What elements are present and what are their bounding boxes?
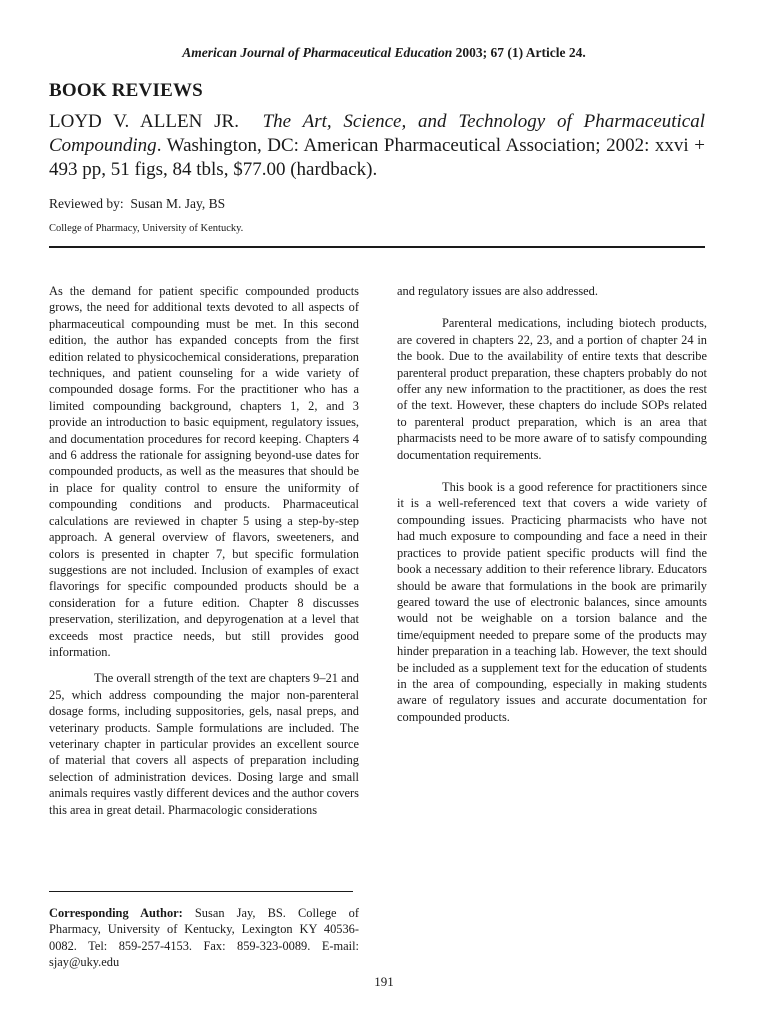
journal-header (0, 45, 768, 61)
book-publication: . Washington, DC: American Pharmaceutical Association; 2002: xxvi + 493 pp, 51 figs, 84 tbls, $77.00 (hardback). (49, 135, 705, 180)
reviewer-label: Reviewed by: (49, 196, 124, 211)
corresponding-label: Corresponding Author: (49, 906, 183, 920)
paragraph: This book is a good reference for practitioners since it is a well-referenced text that covers a wide variety of compounding issues. Practicing pharmacists who have not had much exposure to compounding and face a need in their practices to provide patient specific products will find the book a necessary addition to their reference library. Educators should be aware that formulations in the book are primarily geared toward the use of electronic balances, since amounts would not be weighable on a torsion balance and the time/equipment needed to prepare some of the products may hinder preparation in a teaching lab. However, the text should be included as a supplement text for the education of students in the area of compounding, especially in making students aware of regulatory issues and accurate documentation for compounded products. (397, 480, 707, 724)
footnote-divider (49, 891, 353, 892)
paragraph: The overall strength of the text are chapters 9–21 and 25, which address compounding the major non-parenteral dosage forms, including suppositories, gels, nasal preps, and veterinary products. Sample formulations are included. The veterinary chapter in particular provides an excellent source of material that covers all aspects of preparation including selection of administration devices. Dosing large and small animals requires vastly different devices and the author covers this area in great detail. Pharmacologic considerations (49, 671, 359, 817)
section-title: BOOK REVIEWS (49, 80, 203, 101)
book-author: LOYD V. ALLEN JR. (49, 111, 239, 132)
book-title: The Art, Science, and Technology of Pharmaceutical Compounding (49, 111, 706, 156)
left-column (49, 283, 359, 818)
reviewer-name: Susan M. Jay, BS (130, 196, 226, 211)
right-column (397, 283, 707, 725)
book-citation (49, 110, 705, 182)
paragraph: and regulatory issues are also addressed. (397, 284, 598, 298)
journal-details: 2003; 67 (1) Article 24. (455, 45, 586, 60)
corresponding-text: Susan Jay, BS. College of Pharmacy, University of Kentucky, Lexington KY 40536-0082. Tel: 859-257-4153. Fax: 859-323-0089. E-mail: sjay@uky.edu (49, 906, 360, 970)
corresponding-author (49, 905, 359, 971)
reviewer-affiliation: College of Pharmacy, University of Kentucky. (49, 223, 244, 234)
journal-name: American Journal of Pharmaceutical Education (182, 45, 453, 60)
paragraph: As the demand for patient specific compounded products grows, the need for additional texts devoted to all aspects of pharmaceutical compounding must be met. In this second edition, the author has expanded concepts from the first edition related to physicochemical considerations, preparation techniques, and patient counseling for a wide variety of compounded dosage forms. For the practitioner who has a limited compounding background, chapters 1, 2, and 3 provide an introduction to basic equipment, regulatory issues, and documentation procedures for record keeping. Chapters 4 and 6 address the rationale for assigning beyond-use dates for compounded products, as well as the measures that should be in place for quality control to ensure the uniformity of compounding conditions and products. Pharmaceutical calculations are reviewed in chapter 5 using a step-by-step approach. A general overview of flavors, sweeteners, and colors is presented in chapter 7, but specific formulation suggestions are not included. Inclusion of examples of exact flavorings for specific compounded products should be a consideration for a future edition. Chapter 8 discusses preservation, sterilization, and depyrogenation at a level that exceeds most practice needs, but still provides good information. (49, 284, 359, 659)
page-number: 191 (374, 974, 394, 989)
header-divider (49, 246, 705, 248)
reviewer-line (49, 196, 225, 212)
paragraph: Parenteral medications, including biotech products, are covered in chapters 22, 23, and a portion of chapter 24 in the book. Due to the availability of entire texts that describe parenteral product preparation, these chapters probably do not offer any new information to the practitioner, as does the rest of the text. However, these chapters do include SOPs related to parenteral product preparation, which is an area that pharmacists need to be more aware of to satisfy compounding documentation requirements. (397, 316, 707, 462)
